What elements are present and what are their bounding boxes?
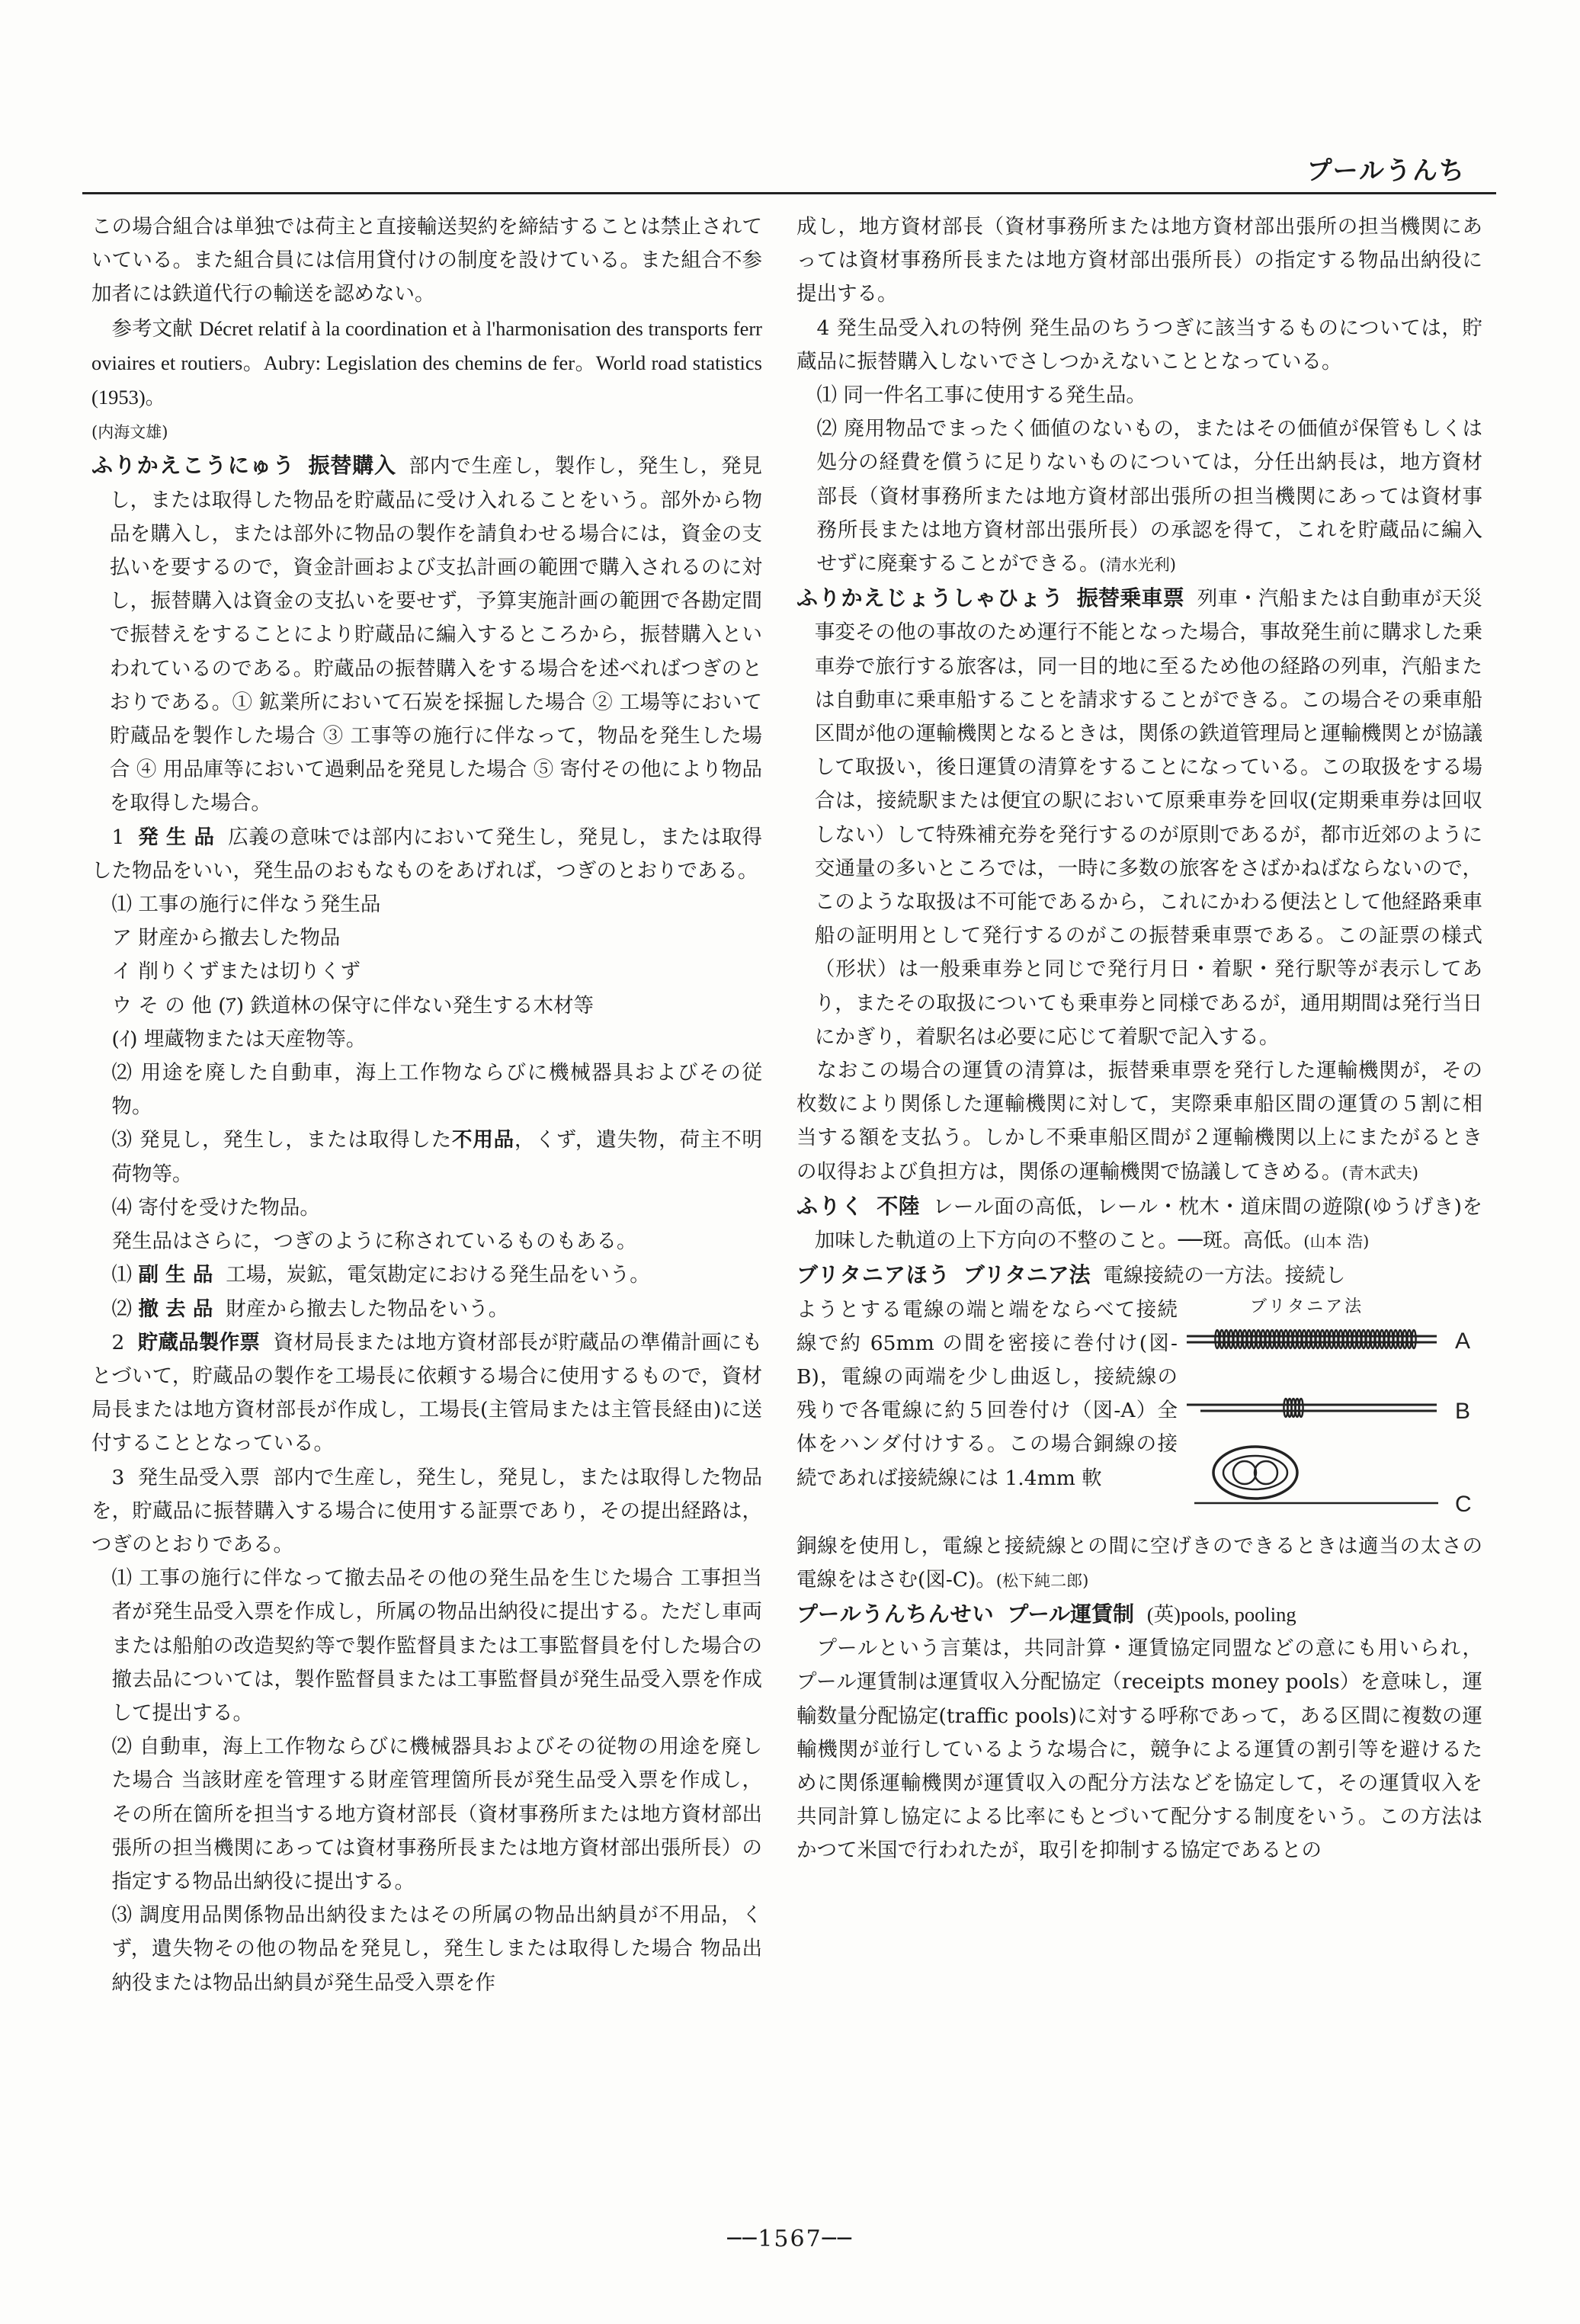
list-item-text: 工場，炭鉱，電気勘定における発生品をいう。 [226,1263,650,1287]
list-item: ⑴ 工事の施行に伴なう発生品 [111,893,381,917]
section-body: 資材局長または地方資材部長が貯蔵品の準備計画にもとづいて，貯蔵品の製作を工場長に依頼する場合に使用するもので，資材局長または地方資材部長が作成し，工場長(主管局または主管長経由)に送付することとなっている。 [91,1330,762,1456]
list-item: ア 財産から撤去した物品 [111,926,341,950]
figure-label-a: A [1455,1328,1471,1354]
figure-label-c: C [1455,1491,1472,1517]
coil-turn [1343,1330,1347,1348]
paragraph: 発生品はさらに，つぎのように称されているものもある。 [111,1229,637,1254]
left-column [91,210,762,2000]
header-rule [82,192,1496,194]
coil-turn [1284,1330,1287,1348]
coil-turn [1393,1330,1397,1348]
section-body: 部内で生産し，発生し，発見し，または取得した物品を，貯蔵品に振替購入する場合に使用する証票であり，その提出経路は，つぎのとおりである。 [91,1465,762,1556]
section-1 [91,821,762,888]
paragraph-text: なおこの場合の運賃の清算は，振替乗車票を発行した運輸機関が，その枚数により関係した運輸機関に対して，実際乗車船区間の運賃の５割に相当する額を支払う。しかし不乗車船区間が２運輸機関以上にまたがるときの収得および負担方は，関係の運輸機関で協議してきめる。 [796,1059,1482,1184]
headword-kana: プールうんちんせい [796,1601,995,1627]
coil-turn [1299,1399,1303,1417]
entry-furikae-kounyuu [91,449,762,820]
coil-turn [1242,1330,1246,1348]
figure-block [796,1293,1482,1530]
coil-turn [1316,1330,1319,1348]
coil-turn [1375,1330,1379,1348]
author: (山本 浩) [1303,1233,1370,1252]
coil-turn [1389,1330,1393,1348]
section-2 [91,1326,762,1461]
coil-turn [1338,1330,1342,1348]
list-item-text: ⑵ 廃用物品でまったく価値のないもの，またはその価値が保管もしくは処分の経費を償うに足りないものについては，分任出納長は，地方資材部長（資材事務所または地方資材部出張所の担当機関にあっては資材事務所長または地方資材部出張所長）の承認を得て，これを貯蔵品に編入せずに廃棄することができる。 [816,417,1482,576]
coil-turn [1311,1330,1315,1348]
list-item: ⑵ 用途を廃した自動車，海上工作物ならびに機械器具およびその従物。 [111,1061,762,1119]
coil-turn [1247,1330,1251,1348]
figure-c-cross-section [1194,1447,1438,1503]
references-label: 参考文献 [111,316,193,341]
entry-body: 電線接続の一方法。接続し [1103,1264,1346,1288]
page-number-value: 1567 [758,2226,822,2252]
list-item: (ｲ) 埋蔵物または天産物等。 [111,1027,367,1051]
list-item: イ 削りくずまたは切りくず [111,960,361,984]
list-item: ⑶ 調度用品関係物品出納役またはその所属の物品出納員が不用品，くず，遺失物その他の物品を発見し，発生しまたは取得した場合 物品出納役または物品出納員が発生品受入票を作 [111,1903,762,1995]
list-item [796,412,1482,582]
coil-turn [1261,1330,1264,1348]
coil-turn [1297,1330,1301,1348]
coil-turn [1407,1330,1411,1348]
paragraph: 成し，地方資材部長（資材事務所または地方資材部出張所の担当機関にあっては資材事務所長または地方資材部出張所長）の指定する物品出納役に提出する。 [796,215,1482,306]
coil-turn [1252,1330,1255,1348]
author: (清水光利) [1099,556,1176,575]
headword [796,1601,1147,1627]
list-item: ⑵ 自動車，海上工作物ならびに機械器具およびその従物の用途を廃した場合 当該財産を管理する財産管理箇所長が発生品受入票を作成し，その所在箇所を担当する地方資材部長（資材事務所または地方資材部出張所の担当機関にあっては資材事務所長または地方資材部出張所長）の指定する物品出納役に提出する。 [111,1735,762,1893]
coil-turn [1370,1330,1374,1348]
references [91,312,762,415]
headword-kana: ブリタニアほう [796,1262,950,1288]
headword-kanji: ブリタニア法 [963,1262,1091,1288]
references-text: Décret relatif à la coordination et à l'harmonisation des transports ferroviaires et routiers。Aubry: Legislation des chemins de fer。World road statistics (1953)。 [91,316,762,409]
section-number: 1 [111,825,125,849]
list-item: ⑴ 同一件名工事に使用する発生品。 [816,383,1146,408]
entry-body: 銅線を使用し，電線と接続線との間に空げきのできるときは適当の太さの電線をはさむ(図-C)。 [796,1534,1482,1592]
coil-turn [1229,1330,1232,1348]
entry-lead: (英)pools, pooling [1146,1602,1296,1626]
paragraph [796,1054,1482,1190]
headword-kana: ふりかえこうにゅう [91,453,296,479]
coil-turn [1270,1330,1274,1348]
coil-turn [1352,1330,1356,1348]
section-body: 広義の意味では部内において発生し，発見し，または取得した物品をいい，発生品のおもなものをあげれば，つぎのとおりである。 [91,825,763,883]
coil-turn [1366,1330,1370,1348]
list-item-emphasis: 不用品 [452,1128,514,1152]
coil-turn [1325,1330,1328,1348]
headword-kanji: 振替購入 [308,453,396,479]
headword-kanji: プール運賃制 [1007,1601,1135,1627]
list-heading: 副 生 品 [138,1263,213,1287]
coil-turn [1302,1330,1306,1348]
list-item-text: ⑶ 発見し，発生し，または取得した [111,1128,453,1152]
list-item-text: 財産から撤去した物品をいう。 [226,1297,509,1321]
right-column [796,210,1482,1868]
figure-a-wire-wrap [1187,1330,1437,1348]
entry-body: プールという言葉は，共同計算・運賃協定同盟などの意にも用いられ，プール運賃制は運賃収入分配協定（receipts money pools）を意味し，運輸数量分配協定(traffic pools)に対する呼称であって，ある区間に複数の運輸機関が並行しているような場合に，競争による運賃の割引等を避けるために関係運輸機関が運賃収入の配分方法などを協定して，その運賃収入を共同計算し協定による比率にもとづいて配分する制度をいう。この方法はかつて米国で行われたが，取引を抑制する協定であるとの [796,1636,1482,1863]
figure-label-b: B [1455,1398,1471,1424]
coil-turn [1329,1330,1333,1348]
coil-turn [1215,1330,1219,1348]
coil-turn [1224,1330,1228,1348]
author-note [91,415,762,449]
headword-kana: ふりく [796,1193,864,1219]
coil-turn [1398,1330,1402,1348]
author: (松下純二郎) [995,1571,1089,1590]
coil-turn [1348,1330,1351,1348]
list-item-text: ，くず，遺失物，荷主不明荷物等。 [111,1128,762,1186]
coil-turn [1265,1330,1269,1348]
paragraph: この場合組合は単独では荷主と直接輸送契約を締結することは禁止されていている。また組合員には信用貸付けの制度を設けている。また組合不参加者には鉄道代行の輸送を認めない。 [91,215,762,306]
coil-turn [1238,1330,1242,1348]
coil-turn [1384,1330,1388,1348]
entry-body: 列車・汽船または自動車が天災事変その他の事故のため運行不能となった場合，事故発生前に購求した乗車券で旅行する旅客は，同一目的地に至るため他の経路の列車，汽船または自動車に乗車船することを請求することができる。この場合その乗車船区間が他の運輸機関となるときは，関係の鉄道管理局と運輸機関とが協議して取扱い，後日運賃の清算をすることになっている。この取扱をする場合は，接続駅または便宜の駅において原乗車券を回収(定期乗車券は回収しない）して特殊補充券を発行するのが原則であるが，都市近郊のように交通量の多いところでは，一時に多数の旅客をさばかねばならないので，このような取扱は不可能であるから，これにかわる便法として他経路乗車船の証明用として発行するのがこの振替乗車票である。この証票の様式（形状）は一般乗車券と同じで発行月日・着駅・発行駅等が表示してあり，またその取扱についても乗車券と同様であるが，通用期間は発行当日にかぎり，着駅名は必要に応じて着駅で記入する。 [814,587,1482,1049]
coil-turn [1274,1330,1278,1348]
coil-turn [1219,1330,1223,1348]
list-item: ⑴ 工事の施行に伴なって撤去品その他の発生品を生じた場合 工事担当者が発生品受入票を作成し，所属の物品出納役に提出する。ただし車両または船舶の改造契約等で製作監督員または工事監督員を付した場合の撤去品については，製作監督員または工事監督員が発生品受入票を作成して提出する。 [111,1566,762,1725]
entry-furiku [796,1190,1482,1258]
list-item: ウ そ の 他 (ｱ) 鉄道林の保守に伴ない発生する木材等 [111,993,595,1018]
entry-body-continued [796,1530,1482,1598]
coil-turn [1288,1330,1292,1348]
coil-turn [1380,1330,1383,1348]
entry-furikae-joushahyou [796,582,1482,1054]
section-4: 4 発生品受入れの特例 発生品のちうつぎに該当するものについては，貯蔵品に振替購入しないでさしつかえないこととなっている。 [796,316,1482,373]
coil-turn [1334,1330,1338,1348]
headword [796,1194,933,1219]
section-heading: 貯蔵品製作票 [137,1330,261,1354]
coil-turn [1412,1330,1415,1348]
coil-turn [1402,1330,1406,1348]
list-item [91,1258,762,1292]
list-number: ⑴ [111,1263,132,1287]
entry-body: レール面の高低，レール・枕木・道床間の遊隙(ゆうげき)を加味した軌道の上下方向の不整のこと。──斑。高低。 [814,1194,1482,1253]
page-number: ──1567── [727,2226,853,2252]
headword-kana: ふりかえじょうしゃひょう [796,585,1064,611]
coil-turn [1306,1330,1310,1348]
headword-kanji: 振替乗車票 [1076,585,1184,611]
entry-body: 部内で生産し，製作し，発生し，発見し，または取得した物品を貯蔵品に受け入れることをいう。部外から物品を購入し，または部外に物品の製作を請負わせる場合には，資金の支払いを要するので，資金計画および支払計画の範囲で購入されるのに対し，振替購入は資金の支払いを要せず，予算実施計画の範囲で各勘定間で振替えをすることにより貯蔵品に編入するところから，振替購入といわれているのである。貯蔵品の振替購入をする場合を述べればつぎのとおりである。① 鉱業所において石炭を採掘した場合 ② 工場等において貯蔵品を製作した場合 ③ 工事等の施行に伴なって，物品を発生した場合 ④ 用品庫等において過剰品を発見した場合 ⑤ 寄付その他により物品を取得した場合。 [109,454,762,816]
list-number: ⑵ [111,1297,132,1321]
list-heading: 撤 去 品 [138,1297,213,1321]
coil-turn [1279,1330,1283,1348]
coil-turn [1320,1330,1324,1348]
list-item [91,1293,762,1326]
section-heading: 発生品受入票 [137,1465,261,1489]
author: (青木武夫) [1341,1163,1418,1182]
author: (内海文雄) [91,423,168,442]
headword [796,1262,1103,1287]
headword [796,585,1197,611]
list-item: ⑷ 寄付を受けた物品。 [111,1195,320,1220]
figure-title: ブリタニア法 [1250,1297,1364,1316]
headword [91,453,409,478]
list-item [91,1124,762,1191]
entry-pool-unchinsei [796,1598,1482,1632]
figure-b-wire-wrap [1187,1399,1437,1417]
section-heading: 発 生 品 [138,825,215,849]
section-3 [91,1461,762,1563]
running-head: プールうんち [1306,155,1466,185]
coil-turn [1256,1330,1260,1348]
coil-turn [1233,1330,1237,1348]
coil-turn [1357,1330,1360,1348]
britannia-joint-figure [1187,1289,1484,1518]
section-number: 2 [111,1330,125,1354]
section-number: 3 [111,1465,125,1489]
headword-kanji: 不陸 [877,1193,921,1219]
entry-body-wrap: ようとする電線の端と端をならべて接続線で約 65mm の間を密接に巻付け(図-B)，電線の両端を少し曲返し，接続線の残りで各電線に約５回巻付け（図-A）全体をハンダ付けする。この場合銅線の接続であれば接続線には 1.4mm 軟 [796,1297,1178,1490]
coil-turn [1361,1330,1365,1348]
coil-turn [1293,1330,1296,1348]
